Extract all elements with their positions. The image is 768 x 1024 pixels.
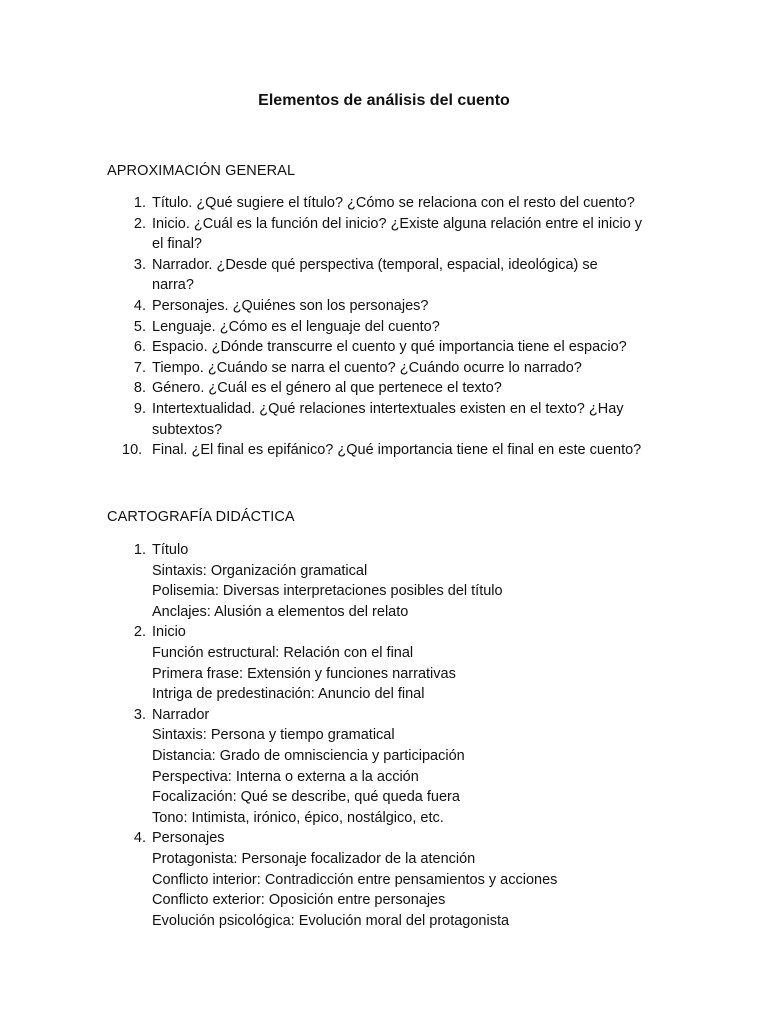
list-item	[0, 193, 680, 214]
sub-item-text: Evolución psicológica: Evolución moral del protagonista	[152, 912, 510, 929]
sub-item-text: Conflicto interior: Contradicción entre pensamientos y acciones	[152, 871, 558, 888]
list-item	[0, 828, 680, 931]
sub-item-text: Primera frase: Extensión y funciones narrativas	[152, 665, 456, 682]
sub-item-text: Sintaxis: Organización gramatical	[152, 562, 368, 579]
sub-item-text: Protagonista: Personaje focalizador de la atención	[152, 850, 476, 867]
list-item-text: Narrador. ¿Desde qué perspectiva (temporal, espacial, ideológica) se narra?	[152, 256, 598, 294]
list-item-number: 4.	[133, 297, 146, 314]
list-item-number: 10.	[122, 442, 143, 459]
list-item	[0, 378, 680, 399]
list-item	[0, 622, 680, 704]
sub-item-text: Anclajes: Alusión a elementos del relato	[152, 603, 409, 620]
document-title: Elementos de análisis del cuento	[258, 92, 510, 109]
list-item	[0, 317, 680, 338]
list-item-text: Lenguaje. ¿Cómo es el lenguaje del cuento?	[152, 318, 440, 335]
section-heading-aproximacion: APROXIMACIÓN GENERAL	[107, 163, 296, 179]
sub-item-text: Intriga de predestinación: Anuncio del final	[152, 686, 425, 703]
list-item-text: Género. ¿Cuál es el género al que pertenece el texto?	[152, 380, 502, 397]
list-item-number: 3.	[133, 256, 146, 273]
list-item-number: 1.	[133, 195, 146, 211]
sub-item-text: Conflicto exterior: Oposición entre personajes	[152, 892, 446, 909]
list-item	[0, 705, 680, 829]
list-item-label: Narrador	[152, 706, 210, 723]
list-item	[0, 540, 680, 622]
sub-item-text: Polisemia: Diversas interpretaciones posibles del título	[152, 583, 503, 600]
list-item-number: 4.	[133, 830, 146, 847]
list-item-label: Inicio	[152, 624, 186, 641]
sub-item-text: Tono: Intimista, irónico, épico, nostálgico, etc.	[152, 809, 444, 826]
list-item	[0, 399, 680, 440]
list-item	[0, 358, 680, 379]
list-item	[0, 440, 680, 461]
list-item-text: Tiempo. ¿Cuándo se narra el cuento? ¿Cuándo ocurre lo narrado?	[152, 359, 582, 376]
list-item-label: Personajes	[152, 830, 225, 847]
list-item-text: Título. ¿Qué sugiere el título? ¿Cómo se relaciona con el resto del cuento?	[152, 195, 635, 211]
aproximacion-list	[0, 193, 680, 461]
list-item-text: Personajes. ¿Quiénes son los personajes?	[152, 297, 429, 314]
list-item	[0, 214, 680, 255]
list-item	[0, 296, 680, 317]
section-heading-cartografia: CARTOGRAFÍA DIDÁCTICA	[107, 509, 295, 525]
sub-item-text: Focalización: Qué se describe, qué queda fuera	[152, 789, 460, 806]
list-item-number: 2.	[133, 215, 146, 232]
list-item	[0, 337, 680, 358]
list-item-number: 6.	[133, 339, 146, 356]
list-item-number: 9.	[133, 400, 146, 417]
list-item-number: 2.	[133, 624, 146, 641]
list-item-text: Intertextualidad. ¿Qué relaciones intertextuales existen en el texto? ¿Hay subtextos?	[152, 400, 624, 438]
list-item-text: Final. ¿El final es epifánico? ¿Qué importancia tiene el final en este cuento?	[152, 442, 642, 459]
list-item-number: 7.	[133, 359, 146, 376]
cartografia-list	[0, 540, 680, 931]
list-item-number: 3.	[133, 706, 146, 723]
list-item-number: 5.	[133, 318, 146, 335]
list-item	[0, 255, 680, 296]
sub-item-text: Distancia: Grado de omnisciencia y participación	[152, 747, 465, 764]
sub-item-text: Función estructural: Relación con el final	[152, 644, 414, 661]
list-item-text: Espacio. ¿Dónde transcurre el cuento y qué importancia tiene el espacio?	[152, 339, 627, 356]
list-item-number: 8.	[133, 380, 146, 397]
list-item-text: Inicio. ¿Cuál es la función del inicio? ¿Existe alguna relación entre el inicio y el final?	[152, 215, 643, 253]
list-item-label: Título	[152, 542, 189, 558]
sub-item-text: Perspectiva: Interna o externa a la acción	[152, 768, 419, 785]
list-item-number: 1.	[133, 542, 146, 558]
sub-item-text: Sintaxis: Persona y tiempo gramatical	[152, 727, 395, 744]
